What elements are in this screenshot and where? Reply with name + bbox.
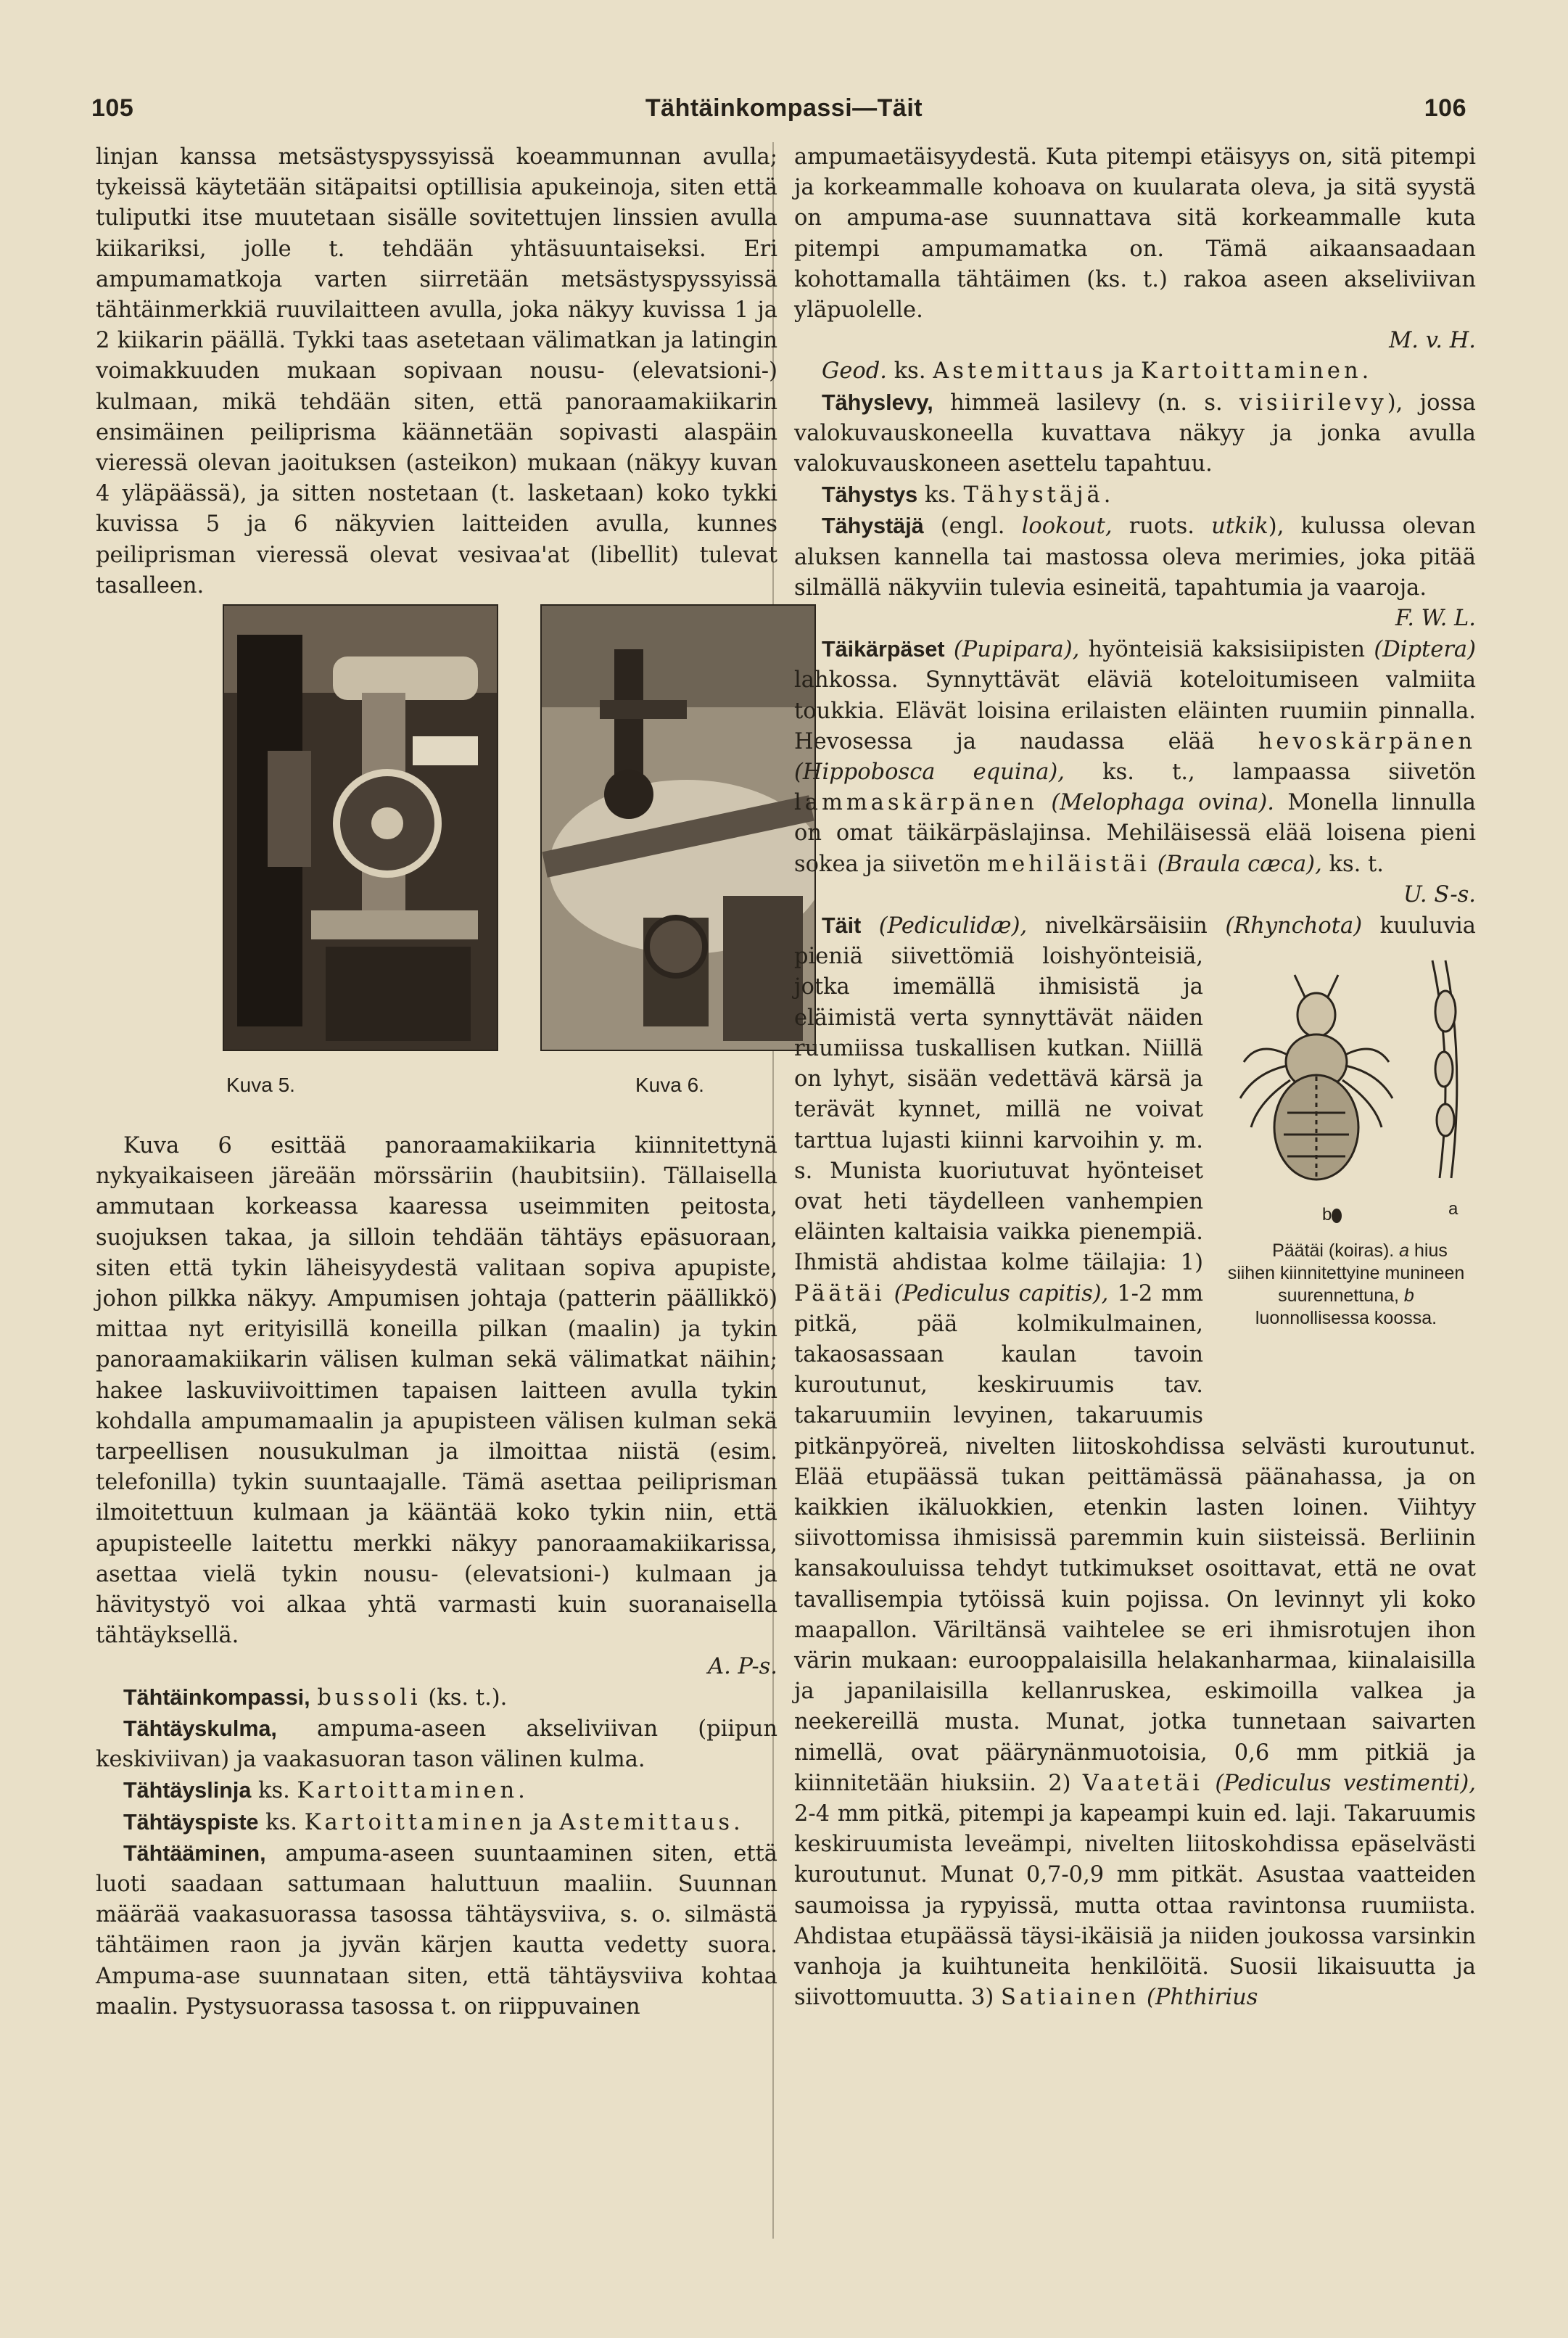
crossref-kartoittaminen-2: Kartoittaminen: [304, 1809, 526, 1835]
page-number-right: 106: [1424, 94, 1466, 122]
entry-tahtayspiste-ks: ks.: [265, 1809, 298, 1835]
figure-louse: [1215, 946, 1476, 1410]
howitzer-photo: [540, 604, 816, 1051]
louse-caption-part2: hius siihen kiinnitettyine munineen suurennettuna,: [1227, 1240, 1465, 1306]
running-title: Tähtäinkompassi—Täit: [645, 94, 923, 122]
headword-tahyslevy: Tähyslevy,: [822, 390, 933, 415]
entry-tahtaaminen: [96, 1838, 777, 2022]
headword-tahystaja: Tähystäjä: [822, 514, 924, 539]
headword-tahtayslinja: Tähtäyslinja: [123, 1778, 252, 1803]
entry-tahtayslinja: [96, 1775, 777, 1806]
term-pediculidae: (Pediculidæ),: [878, 913, 1028, 939]
term-braula: (Braula cæca),: [1157, 851, 1322, 877]
crossref-kartoittaminen-3: Kartoittaminen.: [1140, 358, 1373, 384]
entry-tait: [794, 910, 1476, 2013]
louse-body: [1240, 975, 1392, 1180]
entry-tahystys-ks: ks.: [924, 482, 957, 509]
entry-tahystys: [794, 479, 1476, 511]
louse-caption-part3: luonnollisessa koossa.: [1255, 1308, 1437, 1329]
entry-tait-t4: 2-4 mm pitkä, pitempi ja kapeampi kuin ed. laji. Takaruumis keskiruumista leveämpi, nivelten liitoskohdissa epäselvästi kuroutunut. Munat 0,7-0,9 mm pitkät. Asustaa vaatteiden saumoissa ja rypyissä, mutta ottaa ravintonsa ruumiista. Ahdistaa etupäässä täysi-ikäisiä ja niiden joukossa varsinkin vanhoja ja kuihtuneita henkilöitä. Suosii likaisuutta ja siivottomuutta. 3): [794, 1800, 1476, 2011]
term-mehilaistai: mehiläistäi: [987, 851, 1151, 877]
louse-figure-caption: [1219, 1240, 1473, 1330]
entry-tahyslevy-t1: himmeä lasilevy (n. s.: [950, 390, 1223, 416]
term-diptera: (Diptera): [1374, 637, 1477, 663]
figure-label-b: b: [1322, 1205, 1332, 1225]
paragraph-sighting-continued: linjan kanssa metsästyspyssyissä koeammunnan avulla; tykeissä käytetään sitäpaitsi optillisia apukeinoja, siten että tuliputki itse muutetaan sisälle sovitettujen linssien avulla kiikariksi, jolle t. tehdään yhtäsuuntaiseksi. Eri ampumamatkoja varten siirretään metsästyspyssyissä tähtäinmerkkiä ruuvilaitteen avulla, joka näkyy kuvissa 1 ja 2 kiikarin päällä. Tykki taas asetetaan välimatkan ja latingin voimakkuuden mukaan sopivaan nousu- (elevatsioni-) kulmaan, mikä tehdään siten, että panoraamakiikarin ensimäinen peiliprisma käännetään sopivasti alaspäin vieressä olevan jaoituksen (asteikon) mukaan (näkyy kuvan 4 yläpäässä), ja sitten nostetaan (t. lasketaan) koko tykki kuvissa 5 ja 6 näkyvien laitteiden avulla, kunnes peiliprisman vieressä olevat vesivaa'at (libellit) tulevat tasalleen.: [96, 144, 777, 598]
headword-tahtayspiste: Tähtäyspiste: [123, 1809, 259, 1835]
term-hippobosca: (Hippobosca equina),: [794, 760, 1065, 786]
figure-photos: [96, 604, 777, 1127]
page-header: [0, 94, 1568, 138]
crossref-astemittaus-2: Astemittaus: [933, 358, 1107, 384]
entry-tait-t1: nivelkärsäisiin: [1044, 913, 1208, 939]
entry-tahtayskulma-text: ampuma-aseen akseliviivan (piipun keskiviivan) ja vaakasuoran tason välinen kulma.: [96, 1716, 777, 1773]
figure-label-a: a: [1448, 1199, 1458, 1219]
louse-natural-size: [1332, 1209, 1342, 1223]
entry-tahtayspiste: [96, 1807, 777, 1838]
term-hevoskarpanen: hevoskärpänen: [1258, 728, 1476, 754]
term-lammaskarpanen: lammaskärpänen: [794, 790, 1038, 816]
louse-caption-a: a: [1399, 1240, 1410, 1261]
entry-taikarpaset-t4: Monella linnulla on omat täikärpäslajinsa. Mehiläisessä elää loisena pieni sokea ja siivetön: [794, 790, 1476, 877]
crossref-astemittaus: Astemittaus.: [559, 1809, 744, 1835]
headword-tahtayskulma: Tähtäyskulma,: [123, 1716, 277, 1741]
entry-tahtayskulma: [96, 1713, 777, 1775]
paragraph-figure-6-text: Kuva 6 esittää panoraamakiikaria kiinnitettynä nykyaikaiseen järeään mörssäriin (haubitsiin). Tällaisella ammutaan korkeassa kaaressa useimmiten peitosta, suojuksen takaa, ja silloin tehdään tähtäys epäsuoraan, siten että tykin läheisyydestä valitaan sopiva apupiste, johon pilkka näkyy. Ampumisen johtaja (patterin päällikkö) mittaa nyt erityisillä koneilla pilkan (maalin) ja tykin panoraamakiikarin välisen kulman sekä välimatkat näihin; hakee laskuviivoittimen tapaisen laitteen avulla tykin kohdalla ampumamaalin ja apupisteen välisen kulman sekä tarpeellisen nousukulman ja ilmoittaa niistä (esim. telefonilla) tykin suuntaajalle. Tämä asettaa peiliprisman ilmoitettuun kulmaan ja kääntää koko tykin niin, että apupisteelle laitettu merkki näkyy panoraamakiikarissa, asettaa vielä tykin nousu- (elevatsioni-) kulmaan ja hävitystyö voi alkaa yhtä varmasti kuin suoranaisella tähtäyksellä.: [96, 1133, 777, 1649]
page-number-left: 105: [91, 94, 134, 122]
entry-tahystaja: [794, 511, 1476, 634]
paragraph-figure-6: [96, 1131, 777, 1682]
term-lookout: lookout,: [1021, 514, 1113, 540]
crossref-tahystaja: Tähystäjä.: [963, 482, 1115, 509]
entry-taikarpaset-t5: ks. t.: [1329, 851, 1384, 877]
entry-taikarpaset-t2: lahkossa. Synnyttävät eläviä koteloitumiseen valmiita toukkia. Elävät loisina erilaisten eläinten ruumiin pinnalla. Hevosessa ja naudassa elää: [794, 667, 1476, 754]
entry-tahtainkompassi: [96, 1682, 777, 1713]
term-melophaga: (Melophaga ovina).: [1051, 790, 1274, 816]
headword-tait: Täit: [822, 913, 862, 939]
term-paatai: Päätäi: [794, 1280, 886, 1306]
entry-tahtayspiste-ja: ja: [532, 1809, 553, 1835]
signature-uss: U. S-s.: [1403, 881, 1476, 907]
artillery-photo: [223, 604, 498, 1051]
entry-geod-ja: ja: [1113, 358, 1134, 384]
crossref-kartoittaminen: Kartoittaminen.: [297, 1778, 529, 1804]
crossref-bussoli: bussoli: [317, 1684, 421, 1711]
entry-tahystaja-t3: ), kulussa olevan aluksen kannella tai mastossa oleva merimies, joka pitää silmällä näkyviin tulevia esineitä, tapahtumia ja vaaroja.: [794, 514, 1476, 601]
entry-tahtaaminen-text: ampuma-aseen suuntaaminen siten, että luoti saadaan sattumaan haluttuun maaliin. Suunnan määrää vaakasuorassa tasossa tähtäysviiva, s. o. silmästä tähtäimen raon ja jyvän kärjen kautta vedetty suora. Ampuma-ase suunnataan siten, että tähtäysviiva kohtaa maalin. Pystysuorassa tasossa t. on riippuvainen: [96, 1840, 777, 2020]
signature-fwl: F. W. L.: [1395, 606, 1476, 632]
right-column: [794, 142, 1476, 2013]
paragraph-tahtaaminen-continued: [794, 142, 1476, 356]
entry-tait-t2: kuuluvia pieniä siivettömiä loishyönteisiä, jotka imemällä ihmisistä ja eläimistä verta synnyttävät näiden ruumiissa tuskallisen kutkan. Niillä on lyhyt, sisään vedettävä kärsä ja terävät kynnet, millä ne voivat tarttua lujasti kiinni karvoihin y. m. s. Munista kuoriutuvat hyönteiset ovat heti täydelleen vanhempien eläinten kaltaisia vaikka pienempiä. Ihmistä ahdistaa kolme täilajia: 1): [794, 913, 1476, 1276]
headword-geod: Geod.: [822, 358, 887, 384]
term-vaatetai: Vaatetäi: [1082, 1770, 1204, 1796]
entry-taikarpaset: [794, 634, 1476, 910]
entry-tahyslevy-t2: ), jossa valokuvauskoneella kuvattava näkyy ja jonka avulla valokuvauskoneen asettelu tapahtuu.: [794, 390, 1476, 477]
entry-tahtayslinja-ks: ks.: [258, 1778, 290, 1804]
signature-ap: A. P-s.: [708, 1653, 777, 1679]
figure-caption-6: Kuva 6.: [635, 1074, 704, 1097]
entry-tahystaja-t2: ruots.: [1128, 514, 1194, 540]
term-phthirius: (Phthirius: [1147, 1985, 1258, 2011]
entry-taikarpaset-t1: hyönteisiä kaksisiipisten: [1088, 637, 1366, 663]
entry-tahystaja-t1: (engl.: [940, 514, 1005, 540]
hair-with-eggs: [1432, 960, 1457, 1178]
louse-caption-part1: Päätäi (koiras).: [1272, 1240, 1395, 1261]
louse-illustration: [1215, 946, 1476, 1236]
left-column: [96, 142, 777, 2022]
term-utkik: utkik: [1211, 514, 1268, 540]
term-visiirilevy: visiirilevy: [1239, 390, 1387, 416]
signature-mvh: M. v. H.: [1389, 328, 1476, 354]
entry-taikarpaset-t3: ks. t., lampaassa siivetön: [1102, 760, 1476, 786]
term-rhynchota: (Rhynchota): [1225, 913, 1363, 939]
artillery-photo-drawing: [224, 606, 497, 1050]
term-satiainen: Satiainen: [1000, 1985, 1140, 2011]
louse-caption-b: b: [1403, 1285, 1414, 1306]
entry-tahtainkompassi-ref: (ks. t.).: [428, 1684, 508, 1711]
headword-tahtainkompassi: Tähtäinkompassi,: [123, 1684, 310, 1710]
headword-taikarpaset: Täikärpäset: [822, 637, 945, 662]
term-pupipara: (Pupipara),: [953, 637, 1080, 663]
figure-caption-5: Kuva 5.: [226, 1074, 295, 1097]
entry-tait-t3: 1-2 mm pitkä, pää kolmikulmainen, takaosassaan kaulan tavoin kuroutunut, keskiruumis tav. takaruumiin levyinen, takaruumis pitkänpyöreä, nivelten liitoskohdissa selvästi kuroutunut. Elää etupäässä tukan peittämässä päänahassa, ja on kaikkien ikäluokkien, etenkin lasten loinen. Viihtyy siivottomissa ihmisissä paremmin kuin siisteissä. Berliinin kansakouluissa tehdyt tutkimukset osoittavat, että ne ovat tavallisempia tytöissä kuin pojissa. On levinnyt yli koko maapallon. Väriltänsä vaihtelee se eri ihmisrotujen ihon värin mukaan: eurooppalaisilla helakanharmaa, kiinalaisilla ja japanilaisilla kellanruskea, eskimoilla valkea ja neekereillä musta. Munat, jotka tunnetaan saivarten nimellä, ovat päärynänmuotoisia, 0,6 mm pitkiä ja kiinnitetään hiuksiin. 2): [794, 1280, 1476, 1796]
headword-tahystys: Tähystys: [822, 482, 918, 508]
howitzer-photo-drawing: [542, 606, 814, 1050]
term-pediculus-capitis: (Pediculus capitis),: [894, 1280, 1109, 1306]
term-pediculus-vestimenti: (Pediculus vestimenti),: [1215, 1770, 1477, 1796]
entry-tahyslevy: [794, 387, 1476, 480]
paragraph-tahtaaminen-continued-text: ampumaetäisyydestä. Kuta pitempi etäisyys on, sitä pitempi ja korkeammalle kohoava on kuularata oleva, ja sitä syystä on ampuma-ase suunnattava sitä korkeammalle kuta pitempi ampumamatka on. Tämä aikaansaadaan kohottamalla tähtäimen (ks. t.) rakoa aseen akseliviivan yläpuolelle.: [794, 144, 1476, 324]
entry-geod-ks: ks.: [894, 358, 926, 384]
headword-tahtaaminen: Tähtääminen,: [123, 1840, 266, 1866]
entry-geod: [794, 356, 1476, 387]
